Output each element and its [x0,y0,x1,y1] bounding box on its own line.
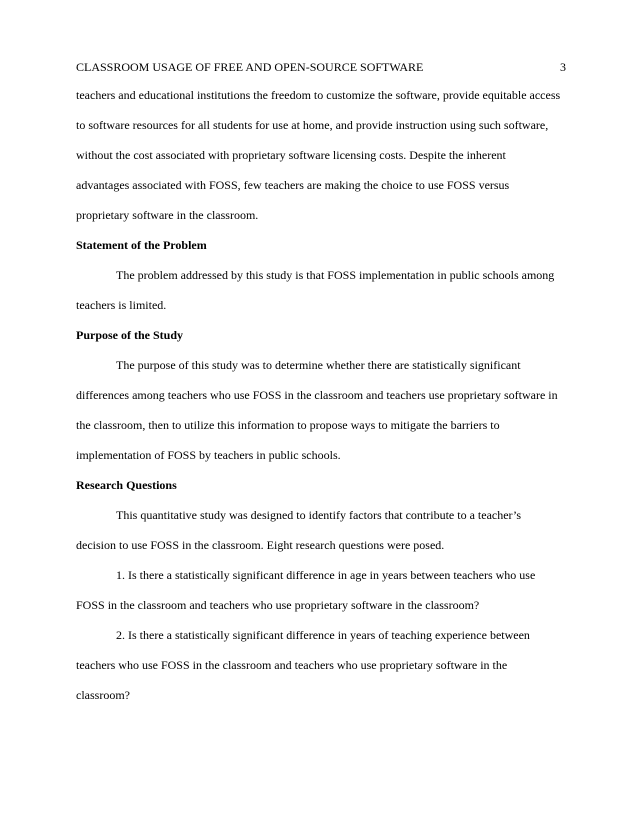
running-head: CLASSROOM USAGE OF FREE AND OPEN-SOURCE SOFTWARE [76,60,424,74]
research-question-2: 2. Is there a statistically significant difference in years of teaching experience between teachers who use FOSS in the classroom and teachers who use proprietary software in the classroom? [76,628,530,702]
document-body [76,80,562,710]
statement-heading: Statement of the Problem [76,238,207,252]
page-number: 3 [560,60,566,74]
intro-paragraph: teachers and educational institutions the freedom to customize the software, provide equitable access to software resources for all students for use at home, and provide instruction using such software, without the cost associated with proprietary software licensing costs. Despite the inherent advantages associated with FOSS, few teachers are making the choice to use FOSS versus proprietary software in the classroom. [76,88,561,222]
purpose-heading: Purpose of the Study [76,328,184,342]
purpose-paragraph: The purpose of this study was to determine whether there are statistically significant differences among teachers who use FOSS in the classroom and teachers use proprietary software in the classroom, then to utilize this information to propose ways to mitigate the barriers to implementation of FOSS by teachers in public schools. [76,358,558,462]
statement-paragraph: The problem addressed by this study is that FOSS implementation in public schools among teachers is limited. [76,268,555,312]
research-heading: Research Questions [76,478,177,492]
research-question-1: 1. Is there a statistically significant difference in age in years between teachers who use FOSS in the classroom and teachers who use proprietary software in the classroom? [76,568,536,612]
research-paragraph: This quantitative study was designed to identify factors that contribute to a teacher’s decision to use FOSS in the classroom. Eight research questions were posed. [76,508,521,552]
